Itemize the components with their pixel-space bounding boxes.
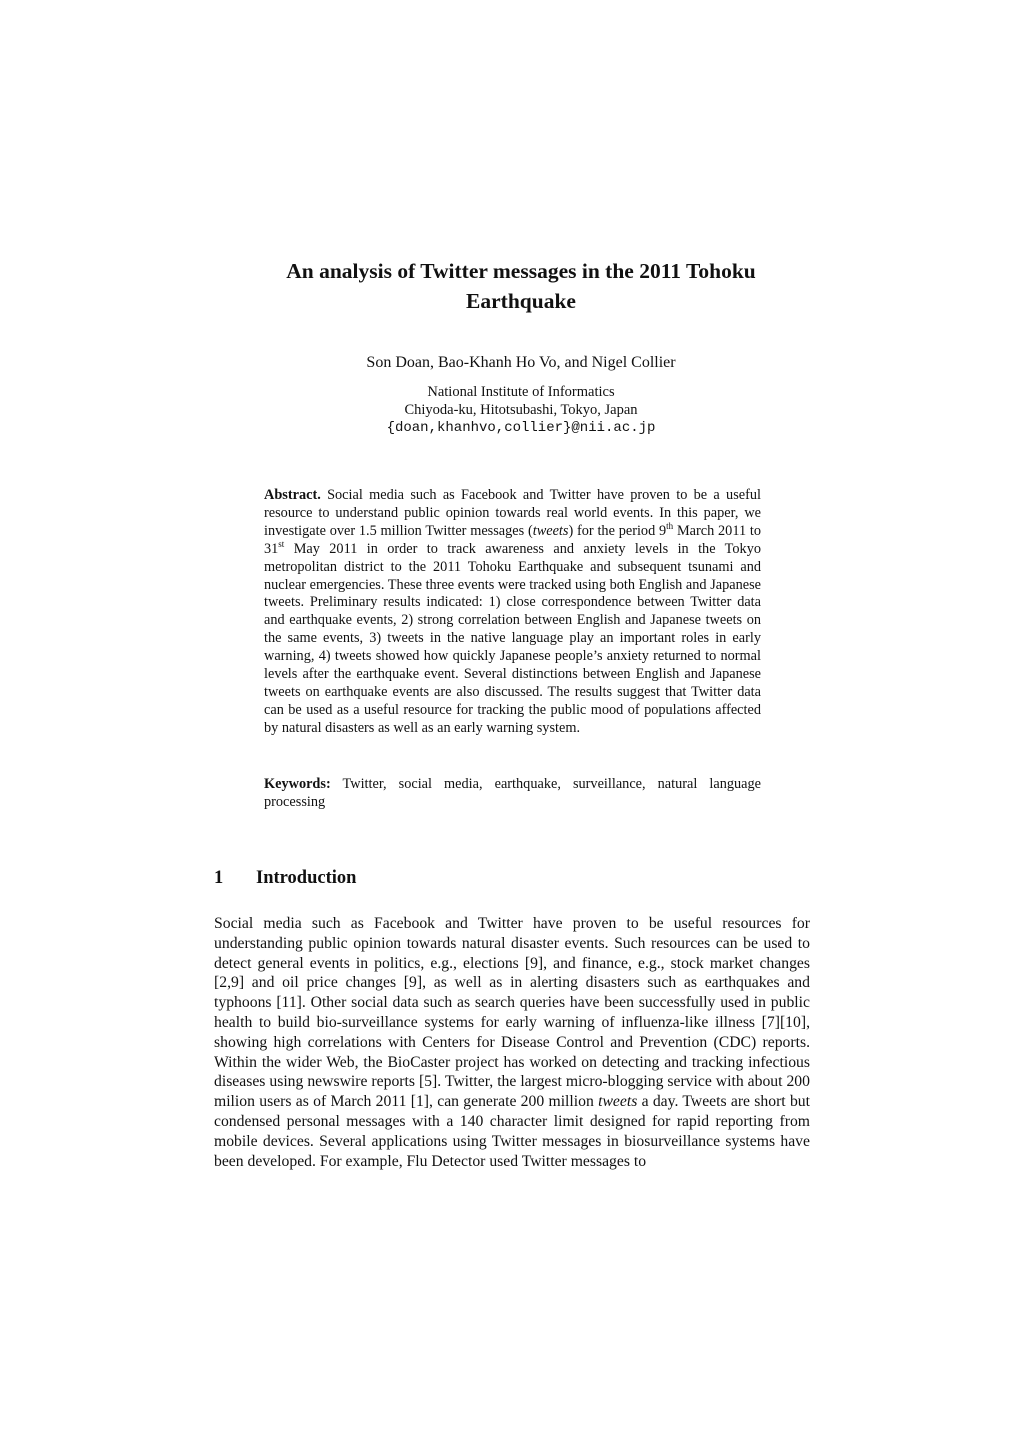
affiliation — [200, 383, 842, 437]
introduction-paragraph — [214, 914, 810, 1171]
author-emails: {doan,khanhvo,collier}@nii.ac.jp — [386, 420, 656, 436]
title-line-2: Earthquake — [466, 289, 576, 313]
keywords — [264, 775, 761, 811]
intro-text-2: a day. Tweets are short but condensed personal messages with a 140 character limit designed for rapid reporting from mobile devices. Several applications using Twitter messages in biosurveillance systems have been developed. For example, Flu Detector used Twitter messages to — [214, 1093, 810, 1170]
keywords-label: Keywords: — [264, 776, 331, 792]
abstract — [264, 487, 761, 738]
institute-address: Chiyoda-ku, Hitotsubashi, Tokyo, Japan — [404, 402, 638, 418]
abstract-label: Abstract. — [264, 487, 321, 503]
institute-name: National Institute of Informatics — [427, 384, 615, 400]
title-line-1: An analysis of Twitter messages in the 2011 Tohoku — [286, 259, 756, 283]
abstract-sup-th: th — [666, 521, 674, 532]
author-list: Son Doan, Bao-Khanh Ho Vo, and Nigel Collier — [366, 354, 676, 371]
abstract-text-3: March 2011 to 31 — [264, 522, 761, 557]
section-heading-introduction — [214, 866, 356, 890]
keywords-text: Twitter, social media, earthquake, surveillance, natural language processing — [264, 776, 761, 810]
intro-text-1: Social media such as Facebook and Twitter have proven to be useful resources for understanding public opinion towards natural disaster events. Such resources can be used to detect general events in politics, e.g., elections [9], and finance, e.g., stock market changes [2,9] and oil price changes [9], as well as in alerting disasters such as earthquakes and typhoons [11]. Other social data such as search queries have been successfully used in public health to build bio-surveillance systems for early warning of influenza-like illness [7][10], showing high correlations with Centers for Disease Control and Prevention (CDC) reports. Within the wider Web, the BioCaster project has worked on detecting and tracking infectious diseases using newswire reports [5]. Twitter, the largest micro-blogging service with about 200 milion users as of March 2011 [1], can generate 200 million — [214, 915, 810, 1111]
section-number: 1 — [214, 868, 224, 888]
abstract-text-1: Social media such as Facebook and Twitter have proven to be a useful resource to understand public opinion towards real world events. In this paper, we investigate over 1.5 million Twitter messages ( — [264, 487, 761, 539]
abstract-text-2: ) for the period 9 — [568, 522, 667, 539]
abstract-text-4: May 2011 in order to track awareness and anxiety levels in the Tokyo metropolitan district to the 2011 Tohoku Earthquake and subsequent tsunami and nuclear emergencies. These three events were tracked using both English and Japanese tweets. Preliminary results indicated: 1) close correspondence between Twitter data and earthquake events, 2) strong correlation between English and Japanese tweets on the same events, 3) tweets in the native language play an important roles in early warning, 4) tweets showed how quickly Japanese people’s anxiety returned to normal levels after the earthquake event. Several distinctions between English and Japanese tweets on earthquake events are also discussed. The results suggest that Twitter data can be used as a useful resource for tracking the public mood of populations affected by natural disasters as well as an early warning system. — [264, 540, 761, 736]
paper-title — [200, 256, 842, 316]
abstract-sup-st: st — [278, 538, 285, 549]
intro-tweets-word: tweets — [598, 1093, 638, 1111]
section-title: Introduction — [256, 868, 357, 888]
abstract-tweets-word: tweets — [532, 522, 569, 539]
